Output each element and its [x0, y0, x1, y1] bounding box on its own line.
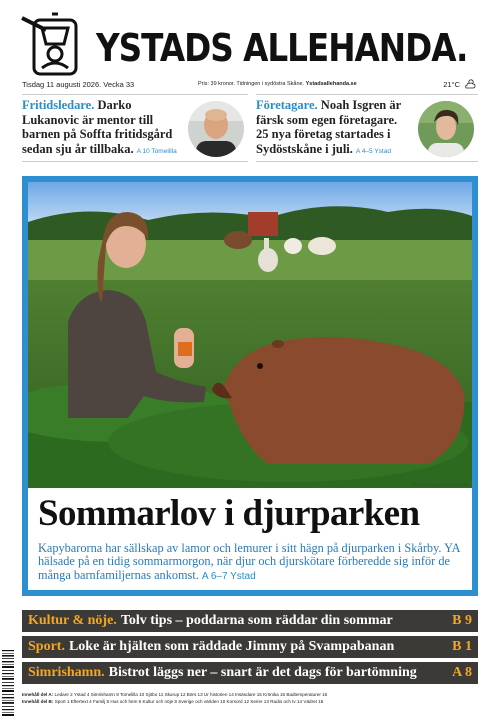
contents-a-items: Ledare 2 Ystad 4 Simrishamn 8 Tomelilla 10 Sjöbo 11 Skurup 12 Börs 13 Ur historien 14 Insändare 15 Krönika 16 Badtemperaturer 16	[54, 692, 328, 697]
bar-page: A 8	[452, 665, 472, 680]
bar-text: Bistrot läggs ner – snart är det dags för bartömning	[108, 665, 417, 680]
website-link[interactable]: Ystadsallehanda.se	[305, 81, 357, 87]
weather	[443, 79, 476, 89]
teaser-kicker: Fritidsledare.	[22, 98, 95, 112]
contents-b	[22, 698, 478, 705]
contents-b-items: Sport 1 Eftertext 4 Familj 5 Hus och hem 6 Kultur och nöje 8 Sverige och världen 10 Korsord 12 Serier 13 Radio och tv 14 Vädret 16	[54, 699, 324, 704]
photo-credit: FOTO: FREDRIK SJÖSTRAND	[411, 482, 468, 487]
bar-section: Kultur & nöje.	[28, 613, 117, 628]
teaser-text	[22, 98, 182, 159]
feature-lede-text: Kapybarorna har sällskap av lamor och lemurer i sitt hägn på djurparken i Skårby. YA hälsade på en tidig sommarmorgon, när djur och djurskötare förberedde sig inför de många barnfamiljernas ankomst.	[38, 541, 460, 582]
partly-cloudy-icon	[464, 79, 476, 89]
feature-headline: Sommarlov i djurparken	[38, 493, 420, 534]
contents-a	[22, 691, 478, 698]
dateline	[22, 78, 478, 92]
teaser-bar-kultur[interactable]	[22, 610, 478, 632]
bar-text: Tolv tips – poddarna som räddar din sommar	[120, 613, 393, 628]
teaser-bar-sport[interactable]	[22, 636, 478, 658]
bar-section: Sport.	[28, 639, 65, 654]
barcode-icon	[0, 648, 16, 720]
portrait-noah	[418, 101, 474, 157]
teaser-text	[256, 98, 412, 159]
bar-page: B 1	[452, 639, 472, 654]
price-text: Pris: 39 kronor. Tidningen i sydöstra Skåne.	[198, 81, 305, 87]
contents-index	[22, 691, 478, 705]
bar-page: B 9	[452, 613, 472, 628]
capybara-photo	[28, 182, 472, 488]
contents-b-label: Innehåll del B:	[22, 699, 54, 704]
teaser-page-ref: A 4–5 Ystad	[356, 147, 391, 155]
portrait-darko	[188, 101, 244, 157]
issue-date: Tisdag 11 augusti 2026. Vecka 33	[22, 80, 135, 89]
newspaper-title: YSTADS ALLEHANDA.	[96, 26, 468, 70]
price-line	[198, 81, 357, 87]
teaser-kicker: Företagare.	[256, 98, 318, 112]
teaser-page-ref: A 10 Tomelilla	[136, 147, 177, 155]
feature-page-ref: A 6–7 Ystad	[201, 570, 256, 582]
bar-text: Loke är hjälten som räddade Jimmy på Svampabanan	[68, 639, 395, 654]
contents-a-label: Innehåll del A:	[22, 692, 54, 697]
teaser-bar-simrishamn[interactable]	[22, 662, 478, 684]
teaser-body: Noah Isgren är färsk som egen företagare. 25 nya företag startades i Sydöstskåne i juli.	[256, 98, 401, 156]
main-feature[interactable]	[22, 176, 478, 596]
feature-story	[28, 488, 472, 590]
bar-section: Simrishamn.	[28, 665, 105, 680]
teaser-foretagare[interactable]	[256, 94, 478, 162]
teaser-body: Darko Lukanovic är mentor till barnen på Soffta fritidsgård sedan sju år tillbaka.	[22, 98, 173, 156]
ystad-logo-icon	[12, 10, 86, 78]
masthead	[12, 10, 488, 78]
teaser-fritidsledare[interactable]	[22, 94, 248, 162]
feature-lede	[38, 542, 462, 583]
temperature: 21°C	[443, 79, 460, 89]
